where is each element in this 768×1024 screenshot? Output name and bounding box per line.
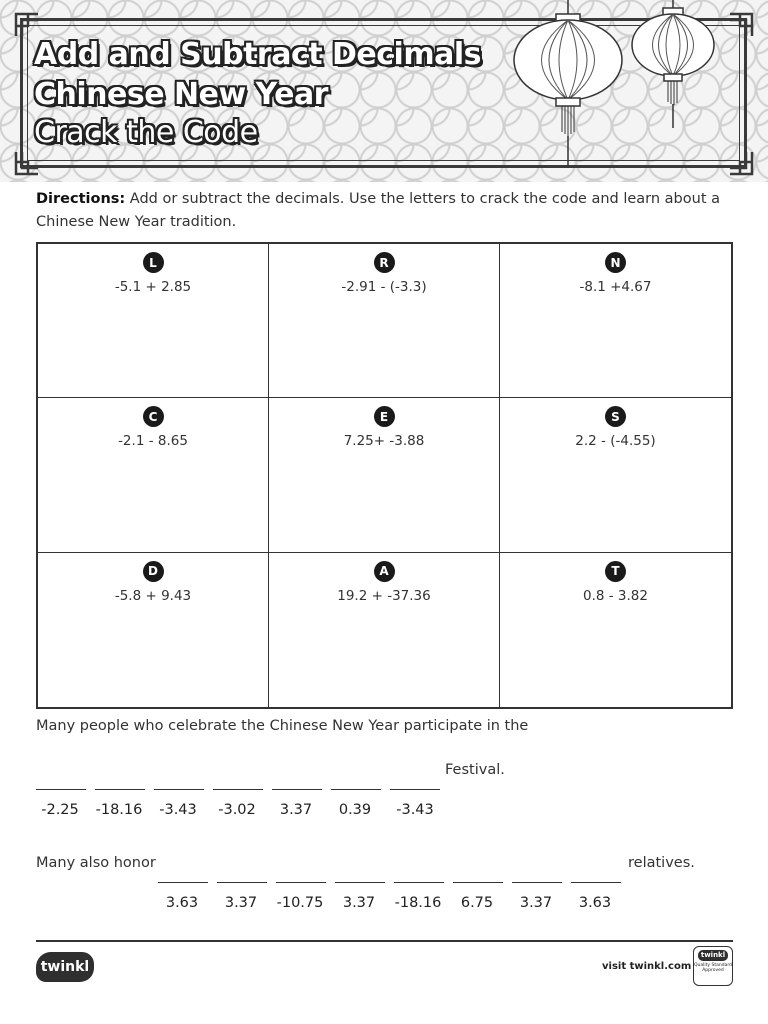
- answer-blank[interactable]: [571, 882, 621, 883]
- code-grid: [36, 242, 733, 709]
- code-number: -2.25: [41, 802, 79, 818]
- answer-blank[interactable]: [213, 789, 263, 790]
- answer-blank[interactable]: [512, 882, 562, 883]
- header-banner: [0, 0, 768, 182]
- answer-blank[interactable]: [331, 789, 381, 790]
- code-number: 3.37: [342, 895, 376, 911]
- answer-blank[interactable]: [154, 789, 204, 790]
- corner-ornament-icon: [728, 150, 754, 176]
- visit-link[interactable]: visit twinkl.com: [602, 961, 692, 972]
- code-number: 0.39: [338, 802, 372, 818]
- twinkl-logo[interactable]: twinkl: [36, 952, 94, 982]
- expression: -2.1 - 8.65: [118, 433, 188, 450]
- grid-cell[interactable]: [500, 553, 731, 707]
- letter-badge: A: [374, 561, 395, 582]
- letter-badge: D: [143, 561, 164, 582]
- code-number: 3.37: [279, 802, 313, 818]
- puzzle2-suffix: relatives.: [628, 855, 695, 871]
- corner-ornament-icon: [14, 12, 40, 38]
- expression: -2.91 - (-3.3): [341, 279, 427, 295]
- code-number: 3.63: [165, 895, 199, 911]
- expression: 7.25+ -3.88: [343, 433, 425, 450]
- grid-cell[interactable]: [38, 398, 269, 552]
- answer-blank[interactable]: [36, 789, 86, 790]
- answer-blank[interactable]: [158, 882, 208, 883]
- letter-badge: L: [143, 252, 164, 273]
- code-number: 3.37: [224, 895, 258, 911]
- letter-badge: S: [605, 406, 626, 427]
- expression: -5.8 + 9.43: [114, 587, 192, 604]
- expression: 19.2 + -37.36: [337, 587, 431, 604]
- grid-cell[interactable]: [500, 244, 731, 398]
- letter-badge: R: [374, 252, 395, 273]
- expression: -8.1 +4.67: [579, 279, 652, 295]
- code-number: -18.16: [394, 895, 442, 911]
- grid-cell[interactable]: [269, 553, 500, 707]
- expression: -5.1 + 2.85: [114, 279, 192, 295]
- letter-badge: C: [143, 406, 164, 427]
- lantern-icon: [628, 0, 718, 135]
- answer-blank[interactable]: [95, 789, 145, 790]
- puzzle2-prefix: Many also honor: [36, 855, 156, 871]
- expression: 2.2 - (-4.55): [575, 433, 656, 450]
- seal-logo: twinkl: [698, 950, 728, 961]
- code-number: 3.63: [578, 895, 612, 911]
- code-number: -3.02: [218, 802, 256, 818]
- corner-ornament-icon: [728, 12, 754, 38]
- answer-blank[interactable]: [217, 882, 267, 883]
- title-line-2: Chinese New Year: [34, 77, 328, 112]
- answer-blank[interactable]: [394, 882, 444, 883]
- letter-badge: T: [605, 561, 626, 582]
- grid-cell[interactable]: [38, 244, 269, 398]
- answer-blank[interactable]: [272, 789, 322, 790]
- lantern-icon: [510, 0, 630, 170]
- expression: 0.8 - 3.82: [583, 587, 648, 604]
- puzzle1-sentence: Many people who celebrate the Chinese New Year participate in the: [36, 718, 529, 734]
- title-line-3: Crack the Code: [34, 115, 258, 150]
- directions: [36, 188, 726, 234]
- grid-cell[interactable]: [500, 398, 731, 552]
- directions-text: Add or subtract the decimals. Use the letters to crack the code and learn about a Chinese New Year tradition.: [36, 191, 721, 230]
- answer-blank[interactable]: [390, 789, 440, 790]
- puzzle1-suffix: Festival.: [445, 762, 505, 778]
- answer-blank[interactable]: [276, 882, 326, 883]
- title-line-1: Add and Subtract Decimals: [34, 37, 481, 72]
- seal-text: Quality Standard Approved: [694, 963, 732, 973]
- footer-divider: [36, 940, 733, 942]
- corner-ornament-icon: [14, 150, 40, 176]
- grid-cell[interactable]: [269, 398, 500, 552]
- grid-cell[interactable]: [269, 244, 500, 398]
- code-number: 6.75: [460, 895, 494, 911]
- answer-blank[interactable]: [335, 882, 385, 883]
- code-number: -3.43: [396, 802, 434, 818]
- answer-blank[interactable]: [453, 882, 503, 883]
- code-number: -18.16: [95, 802, 143, 818]
- code-number: -3.43: [159, 802, 197, 818]
- letter-badge: E: [374, 406, 395, 427]
- letter-badge: N: [605, 252, 626, 273]
- directions-label: Directions:: [36, 191, 126, 207]
- code-number: -10.75: [276, 895, 324, 911]
- quality-seal: [693, 946, 733, 986]
- grid-cell[interactable]: [38, 553, 269, 707]
- code-number: 3.37: [519, 895, 553, 911]
